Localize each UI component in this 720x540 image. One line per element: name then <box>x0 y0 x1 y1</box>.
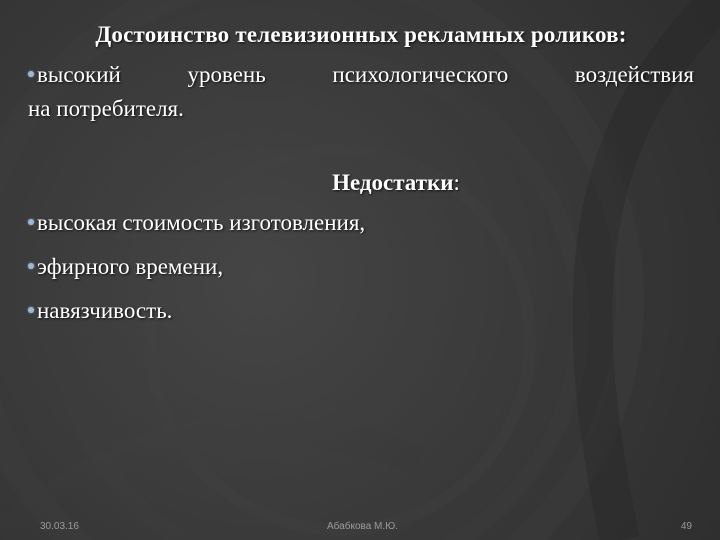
bullet-icon <box>28 307 34 313</box>
slide-content <box>28 18 694 338</box>
disadvantages-heading <box>28 166 694 200</box>
disadvantage-text: высокая стоимость изготовления, <box>37 210 366 235</box>
spacer <box>28 126 694 166</box>
bullet-icon <box>28 71 34 77</box>
advantage-bullet <box>28 58 694 126</box>
advantage-text-line-2: на потребителя. <box>28 96 184 121</box>
disadvantages-heading-colon: : <box>453 170 460 195</box>
footer-date: 30.03.16 <box>40 521 79 532</box>
slide-title: Достоинство телевизионных рекламных роликов: <box>95 22 627 47</box>
disadvantage-text: эфирного времени, <box>37 254 224 279</box>
list-item <box>28 206 694 240</box>
disadvantages-heading-text: Недостатки <box>332 170 454 195</box>
footer-page-number: 49 <box>680 521 692 532</box>
bullet-icon <box>28 263 34 269</box>
list-item <box>28 294 694 328</box>
advantage-line-1 <box>28 58 694 92</box>
footer-author: Абабкова М.Ю. <box>327 521 399 532</box>
advantage-text-line-1: высокий уровень психологического воздействия <box>37 62 694 87</box>
disadvantage-text: навязчивость. <box>37 298 173 323</box>
bullet-icon <box>28 219 34 225</box>
list-item <box>28 250 694 284</box>
